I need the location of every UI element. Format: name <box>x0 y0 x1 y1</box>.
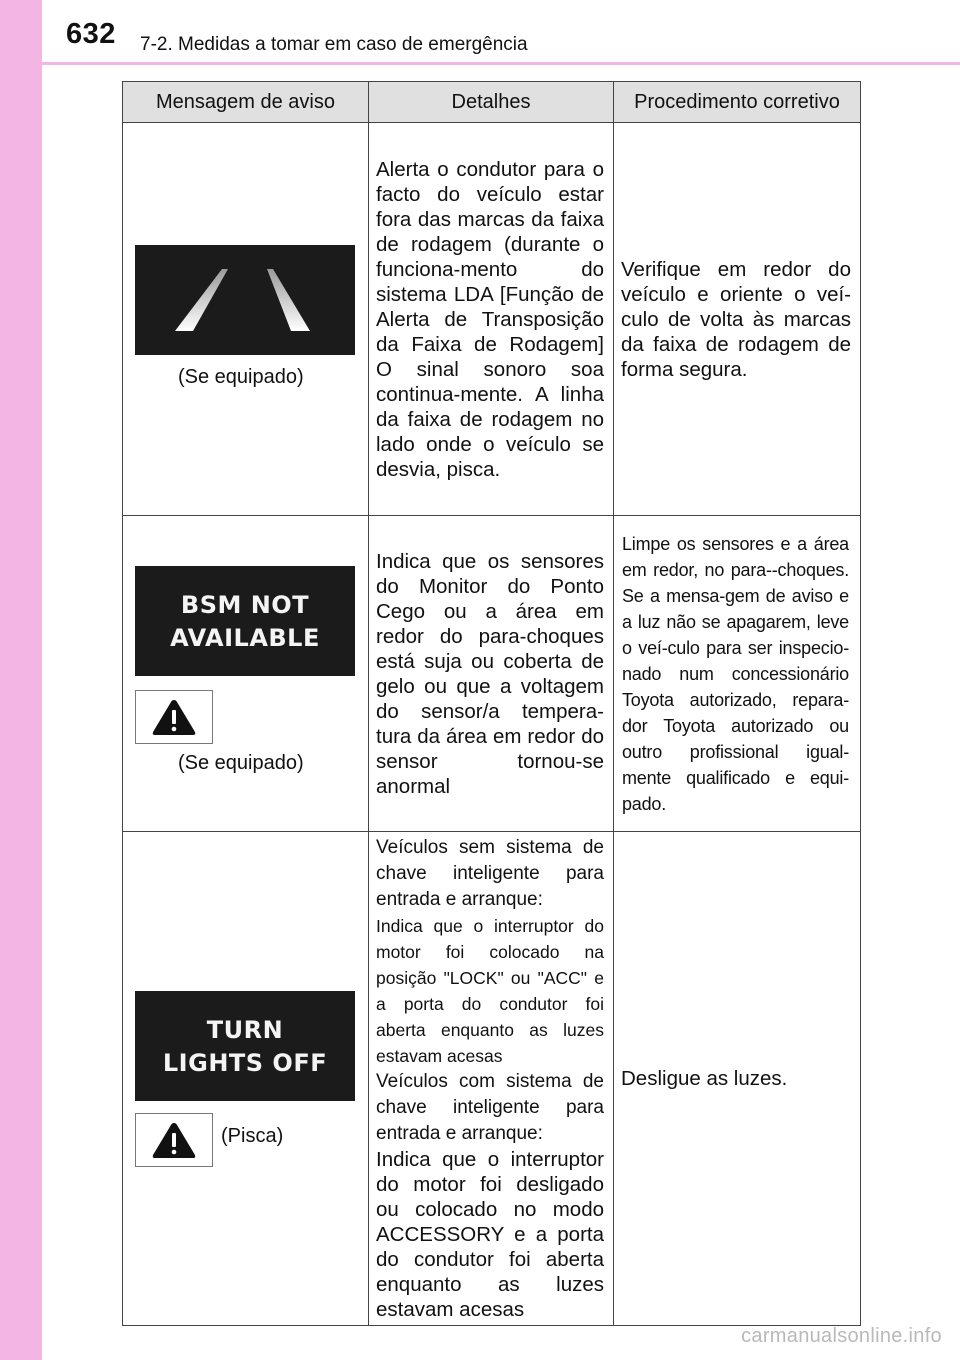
details-part: Veículos com sistema de chave inteligente para entrada e arranque: <box>376 1071 604 1144</box>
details-part: Indica que o interruptor do motor foi colocado na posição "LOCK" ou "ACC" e a porta do condutor foi aberta enquanto as luzes estavam acesas <box>376 916 604 1066</box>
procedure-text: Desligue as luzes. <box>621 1067 788 1090</box>
details-part: Indica que o interruptor do motor foi desligado ou colocado no modo ACCESSORY e a porta do condutor foi aberta enquanto as luzes estavam acesas <box>376 1148 604 1321</box>
column-header-message: Mensagem de aviso <box>123 82 369 123</box>
procedure-text: Verifique em redor do veículo e oriente o veí-culo de volta às marcas da faixa de rodagem de forma segura. <box>621 257 851 381</box>
table-row <box>123 516 861 832</box>
details-text: Alerta o condutor para o facto do veículo estar fora das marcas da faixa de rodagem (durante o funciona-mento do sistema LDA [Função de Alerta de Transposição da Faixa de Rodagem] O sinal sonoro soa continua-mente. A linha da faixa de rodagem no lado onde o veículo se desvia, pisca. <box>376 157 604 481</box>
side-tab-strip <box>0 0 42 1360</box>
procedure-cell <box>614 123 861 516</box>
procedure-cell <box>614 516 861 832</box>
blink-caption: (Pisca) <box>221 1125 284 1147</box>
details-text <box>369 835 613 1322</box>
warning-light-box <box>135 690 213 744</box>
warning-table <box>122 81 861 1326</box>
message-cell <box>123 516 369 832</box>
message-cell <box>123 123 369 516</box>
page-number: 632 <box>66 18 116 50</box>
table-row <box>123 832 861 1326</box>
message-cell <box>123 832 369 1326</box>
details-cell <box>369 832 614 1326</box>
details-cell <box>369 123 614 516</box>
table-row <box>123 123 861 516</box>
procedure-cell <box>614 832 861 1326</box>
lane-display <box>135 245 355 355</box>
lane-departure-icon <box>135 245 355 355</box>
procedure-text: Limpe os sensores e a área em redor, no para--choques. Se a mensa-gem de aviso e a luz não se apagarem, leve o veí-culo para ser inspecio-nado num concessionário Toyota autorizado, repara-dor Toyota autorizado ou outro profissional igual-mente qualificado e equi-pado. <box>622 533 849 814</box>
warning-light-box <box>135 1113 213 1167</box>
details-text: Indica que os sensores do Monitor do Ponto Cego ou a área em redor do para-choques está suja ou coberta de gelo ou que a voltagem do sensor/a tempera-tura da área em redor do sensor tornou-se anormal <box>376 549 604 798</box>
table-header-row <box>123 82 861 123</box>
turn-lights-display <box>135 991 355 1101</box>
warning-triangle-icon <box>151 697 197 737</box>
warning-triangle-icon <box>151 1120 197 1160</box>
equipped-caption: (Se equipado) <box>178 366 304 388</box>
bsm-display <box>135 566 355 676</box>
details-part: Veículos sem sistema de chave inteligente para entrada e arranque: <box>376 837 604 910</box>
header-rule <box>42 62 960 65</box>
watermark: carmanualsonline.info <box>741 1325 942 1347</box>
details-cell <box>369 516 614 832</box>
display-line: BSM NOT <box>180 591 310 619</box>
equipped-caption: (Se equipado) <box>178 752 304 774</box>
display-line: AVAILABLE <box>170 624 320 652</box>
column-header-details: Detalhes <box>369 82 614 123</box>
section-title: 7-2. Medidas a tomar em caso de emergência <box>140 34 528 55</box>
display-line: TURN <box>206 1016 284 1044</box>
display-line: LIGHTS OFF <box>162 1049 328 1077</box>
column-header-procedure: Procedimento corretivo <box>614 82 861 123</box>
